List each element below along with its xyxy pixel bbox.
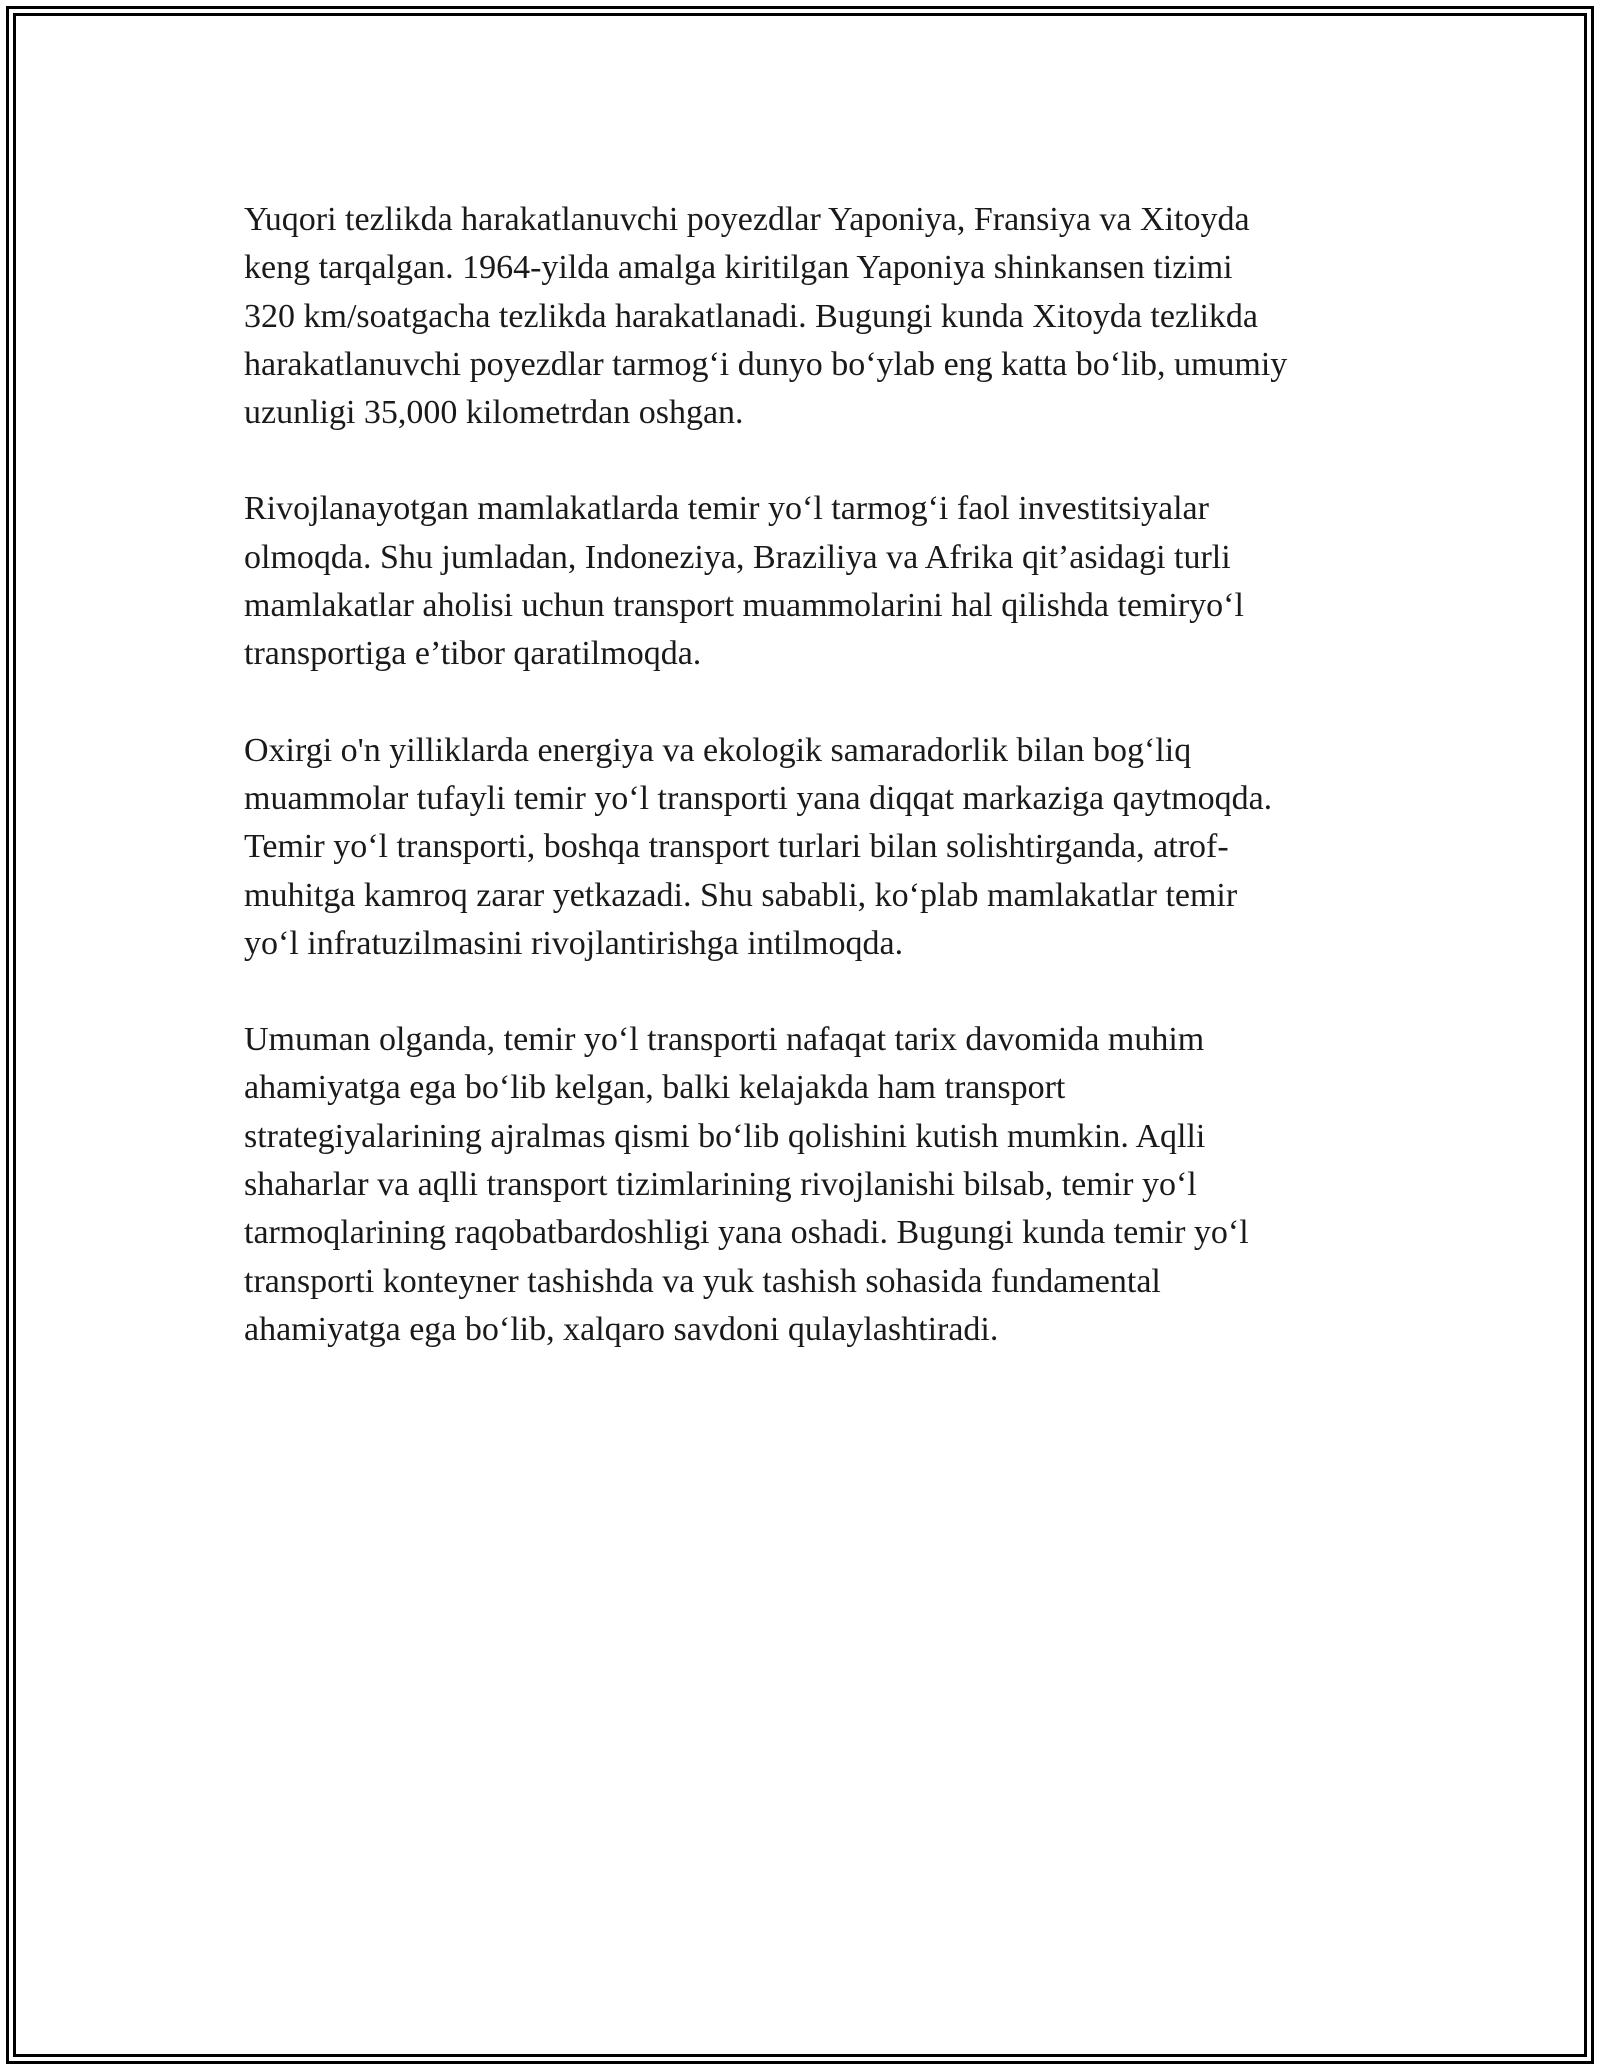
text-line: muammolar tufayli temir yo‘l transporti yana diqqat markaziga qaytmoqda.: [244, 779, 1273, 817]
text-line: Temir yo‘l transporti, boshqa transport turlari bilan solishtirganda, atrof-: [244, 828, 1229, 866]
text-line: ahamiyatga ega bo‘lib kelgan, balki kelajakda ham transport: [244, 1069, 1066, 1107]
text-line: keng tarqalgan. 1964-yilda amalga kiritilgan Yaponiya shinkansen tizimi: [244, 249, 1233, 287]
text-line: Oxirgi o'n yilliklarda energiya va ekologik samaradorlik bilan bog‘liq: [244, 731, 1192, 769]
text-line: ahamiyatga ega bo‘lib, xalqaro savdoni qulaylashtiradi.: [244, 1310, 999, 1348]
text-line: shaharlar va aqlli transport tizimlarining rivojlanishi bilsab, temir yo‘l: [244, 1166, 1197, 1204]
text-line: harakatlanuvchi poyezdlar tarmog‘i dunyo bo‘ylab eng katta bo‘lib, umumiy: [244, 345, 1288, 383]
text-line: yo‘l infratuzilmasini rivojlantirishga intilmoqda.: [244, 924, 904, 962]
text-line: transporti konteyner tashishda va yuk tashish sohasida fundamental: [244, 1262, 1161, 1300]
text-line: transportiga e’tibor qaratilmoqda.: [244, 635, 702, 673]
paragraph-1: [244, 196, 1384, 437]
paragraph-2: [244, 485, 1384, 678]
text-line: strategiyalarining ajralmas qismi bo‘lib qolishini kutish mumkin. Aqlli: [244, 1117, 1206, 1155]
text-line: Yuqori tezlikda harakatlanuvchi poyezdlar Yaponiya, Fransiya va Xitoyda: [244, 201, 1250, 238]
text-line: tarmoqlarining raqobatbardoshligi yana oshadi. Bugungi kunda temir yo‘l: [244, 1214, 1249, 1252]
text-line: Umuman olganda, temir yo‘l transporti nafaqat tarix davomida muhim: [244, 1021, 1205, 1059]
text-line: uzunligi 35,000 kilometrdan oshgan.: [244, 394, 744, 432]
paragraph-3: [244, 727, 1384, 968]
page-frame: [6, 6, 1594, 2064]
text-line: muhitga kamroq zarar yetkazadi. Shu sababli, ko‘plab mamlakatlar temir: [244, 876, 1238, 914]
paragraph-4: [244, 1016, 1384, 1354]
document-body: [244, 196, 1384, 1402]
text-line: 320 km/soatgacha tezlikda harakatlanadi. Bugungi kunda Xitoyda tezlikda: [244, 297, 1259, 335]
text-line: Rivojlanayotgan mamlakatlarda temir yo‘l tarmog‘i faol investitsiyalar: [244, 490, 1209, 528]
text-line: mamlakatlar aholisi uchun transport muammolarini hal qilishda temiryo‘l: [244, 587, 1244, 625]
text-line: olmoqda. Shu jumladan, Indoneziya, Braziliya va Afrika qit’asidagi turli: [244, 538, 1231, 576]
